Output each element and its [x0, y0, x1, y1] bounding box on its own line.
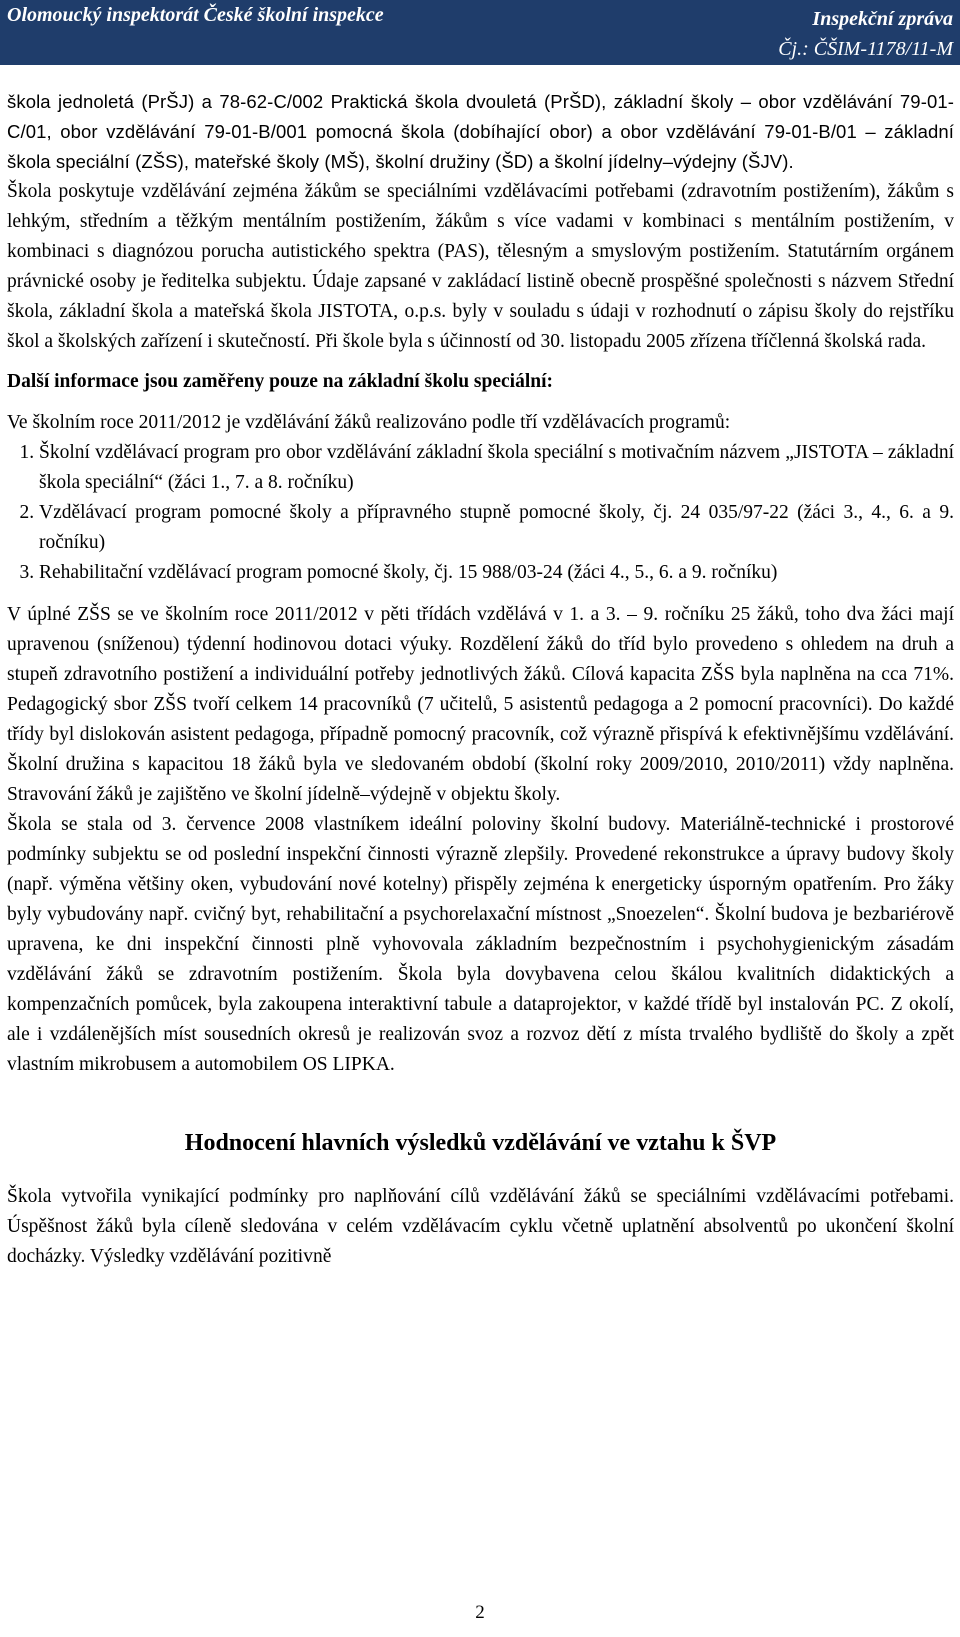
paragraph-school-profile: Škola poskytuje vzdělávání zejména žákům se speciálními vzdělávacími potřebami (zdravotním postižením), žákům s lehkým, středním a těžkým mentálním postižením, žákům s více vadami v kombinaci s mentálním postižením, v kombinaci s diagnózou porucha autistického spektra (PAS), tělesným a smyslovým postižením. Statutárním orgánem právnické osoby je ředitelka subjektu. Údaje zapsané v zakládací listině obecně prospěšné společnosti s názvem Střední škola, základní škola a mateřská škola JISTOTA, o.p.s. byly v souladu s údaji v rozhodnutí o zápisu školy do rejstříku škol a školských zařízení i skutečností. Při škole byla s účinností od 30. listopadu 2005 zřízena tříčlenná školská rada.	[7, 181, 954, 352]
list-item: 2. Vzdělávací program pomocné školy a přípravného stupně pomocné školy, čj. 24 035/97-22 (žáci 3., 4., 6. a 9. ročníku)	[39, 498, 954, 558]
section-title: Hodnocení hlavních výsledků vzdělávání ve vztahu k ŠVP	[184, 1130, 777, 1156]
document-body	[7, 87, 954, 1272]
list-item: 3. Rehabilitační vzdělávací program pomocné školy, čj. 15 988/03-24 (žáci 4., 5., 6. a 9. ročníku)	[39, 558, 954, 588]
page-header	[0, 0, 960, 65]
paragraph-pupils-staff: V úplné ZŠS se ve školním roce 2011/2012 v pěti třídách vzdělává v 1. a 3. – 9. ročníku 25 žáků, toho dva žáci mají upravenou (sníženou) týdenní hodinovou dotaci výuky. Rozdělení žáků do tříd bylo provedeno s ohledem na druh a stupeň zdravotního postižení a individuální potřeby jednotlivých žáků. Cílová kapacita ZŠS byla naplněna na cca 71%. Pedagogický sbor ZŠS tvoří celkem 14 pracovníků (7 učitelů, 5 asistentů pedagoga a 2 pomocní pracovníci). Do každé třídy byl dislokován asistent pedagoga, případně pomocný pracovník, což výrazně přispívá k efektivnějšímu vzdělávání. Školní družina s kapacitou 18 žáků byla ve sledovaném období (školní roky 2009/2010, 2010/2011) vždy naplněna. Stravování žáků je zajištěno ve školní jídelně–výdejně v objektu školy.	[7, 604, 954, 805]
paragraph-programs-intro: Ve školním roce 2011/2012 je vzdělávání žáků realizováno podle tří vzdělávacích programů:	[7, 412, 731, 433]
header-report-info	[778, 4, 953, 64]
paragraph-school-types: škola jednoletá (PrŠJ) a 78-62-C/002 Praktická škola dvouletá (PrŠD), základní školy – obor vzdělávání 79-01-C/01, obor vzdělávání 79-01-B/001 pomocná škola (dobíhající obor) a obor vzdělávání 79-01-B/01 – základní škola speciální (ZŠS), mateřské školy (MŠ), školní družiny (ŠD) a školní jídelny–výdejny (ŠJV).	[7, 91, 954, 172]
page-number: 2	[475, 1602, 485, 1623]
bold-subheading: Další informace jsou zaměřeny pouze na základní školu speciální:	[7, 371, 554, 392]
paragraph-building-conditions: Škola se stala od 3. července 2008 vlastníkem ideální poloviny školní budovy. Materiálně-technické i prostorové podmínky subjektu se od poslední inspekční činnosti výrazně zlepšily. Provedené rekonstrukce a úpravy budovy školy (např. výměna většiny oken, vybudování nové kotelny) přispěly zejména k energeticky úsporným opatřením. Pro žáky byly vybudovány např. cvičný byt, rehabilitační a psychorelaxační místnost „Snoezelen“. Školní budova je bezbariérově upravena, ke dni inspekční činnosti plně vyhovovala základním bezpečnostním i psychohygienickým zásadám vzdělávání žáků se zdravotním postižením. Škola byla dovybavena celou škálou kvalitních didaktických a kompenzačních pomůcek, byla zakoupena interaktivní tabule a dataprojektor, v každé třídě byl instalován PC. Z okolí, ale i vzdálenějších míst sousedních okresů je realizován svoz a rozvoz dětí z místa trvalého bydliště do školy a zpět vlastním mikrobusem a automobilem OS LIPKA.	[7, 814, 954, 1075]
header-report-title: Inspekční zpráva	[812, 8, 953, 30]
header-reference-number: Čj.: ČŠIM-1178/11-M	[778, 38, 953, 60]
programs-list	[7, 438, 954, 588]
paragraph-results: Škola vytvořila vynikající podmínky pro naplňování cílů vzdělávání žáků se speciálními vzdělávacími potřebami. Úspěšnost žáků byla cíleně sledována v celém vzdělávacím cyklu včetně uplatnění absolventů po ukončení školní docházky. Výsledky vzdělávání pozitivně	[7, 1186, 954, 1267]
header-institution: Olomoucký inspektorát České školní inspekce	[7, 4, 384, 26]
list-item: 1. Školní vzdělávací program pro obor vzdělávání základní škola speciální s motivačním názvem „JISTOTA – základní škola speciální“ (žáci 1., 7. a 8. ročníku)	[39, 438, 954, 498]
